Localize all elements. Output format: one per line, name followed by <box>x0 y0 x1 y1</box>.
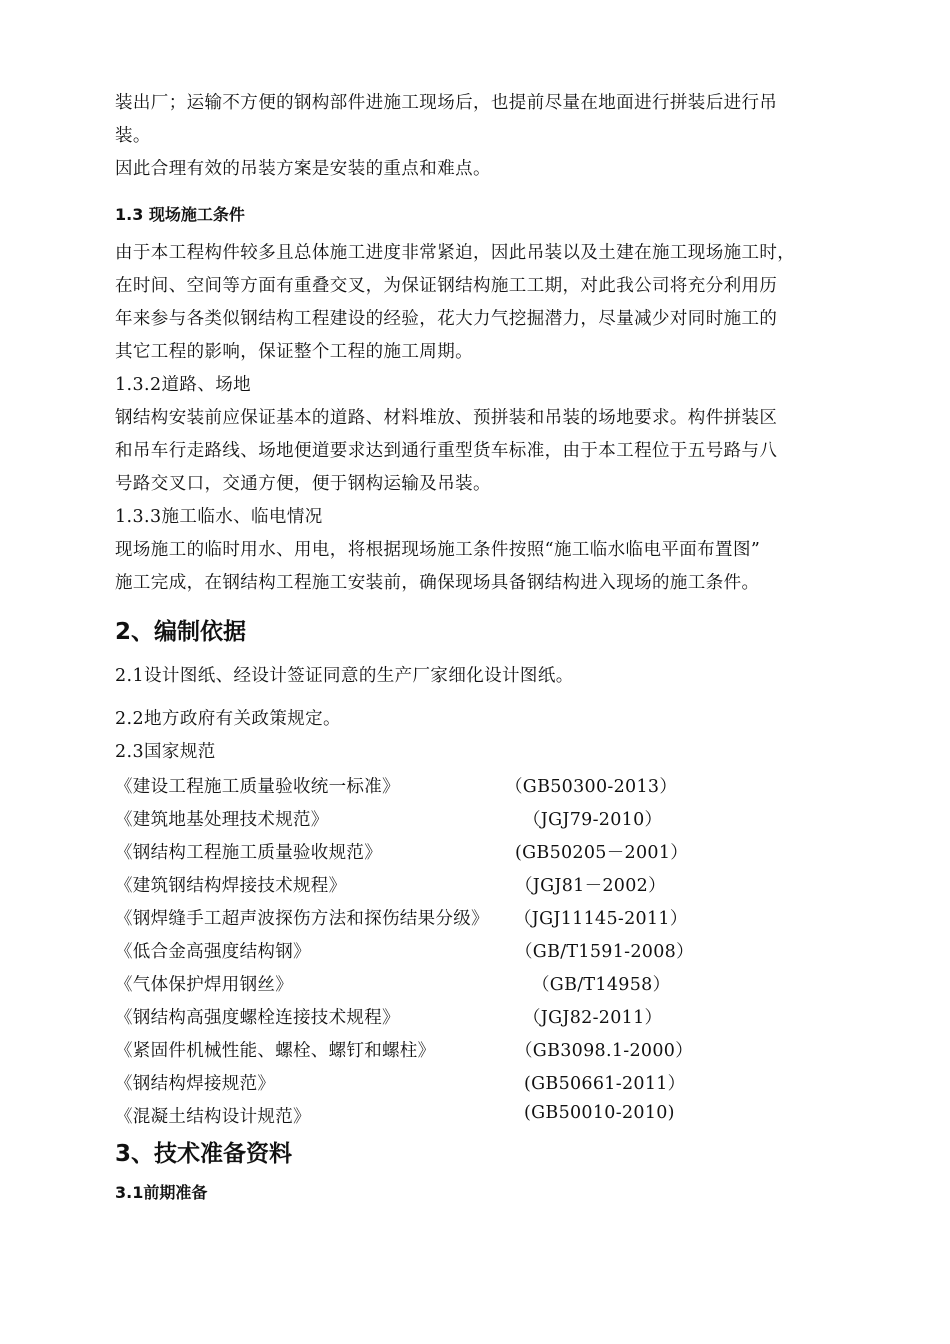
standard-code: （JGJ81－2002） <box>515 876 666 896</box>
standard-title: 《紧固件机械性能、螺栓、螺钉和螺柱》 <box>115 1041 436 1061</box>
section-1-3-para-line-3: 年来参与各类似钢结构工程建设的经验，花大力气挖掘潜力，尽量减少对同时施工的 <box>115 309 778 329</box>
section-1-3-2-line-1: 钢结构安装前应保证基本的道路、材料堆放、预拼装和吊装的场地要求。构件拼装区 <box>115 408 778 428</box>
standard-title: 《混凝土结构设计规范》 <box>115 1107 311 1127</box>
standard-title: 《低合金高强度结构钢》 <box>115 942 311 962</box>
standard-code: （GB/T1591-2008） <box>515 942 694 962</box>
standard-code: (GB50010-2010) <box>524 1103 675 1123</box>
section-1-3-para-line-1: 由于本工程构件较多且总体施工进度非常紧迫，因此吊装以及土建在施工现场施工时， <box>115 243 796 263</box>
section-3-heading: 3、技术准备资料 <box>115 1141 293 1167</box>
intro-line-2: 装。 <box>115 126 151 146</box>
standard-code: （GB/T14958） <box>532 975 671 995</box>
intro-line-1: 装出厂；运输不方便的钢构部件进施工现场后，也提前尽量在地面进行拼装后进行吊 <box>115 93 778 113</box>
section-3-1-heading: 3.1前期准备 <box>115 1183 208 1202</box>
section-1-3-2-line-2: 和吊车行走路线、场地便道要求达到通行重型货车标准，由于本工程位于五号路与八 <box>115 441 778 461</box>
standard-title: 《钢结构工程施工质量验收规范》 <box>115 843 382 863</box>
item-2-3: 2.3国家规范 <box>115 742 216 762</box>
standard-code: (GB50661-2011） <box>524 1074 686 1094</box>
item-2-2: 2.2地方政府有关政策规定。 <box>115 709 341 729</box>
item-2-1: 2.1设计图纸、经设计签证同意的生产厂家细化设计图纸。 <box>115 666 574 686</box>
standard-title: 《建筑地基处理技术规范》 <box>115 810 329 830</box>
section-1-3-para-line-2: 在时间、空间等方面有重叠交叉，为保证钢结构施工工期，对此我公司将充分利用历 <box>115 276 778 296</box>
section-1-3-3-line-1: 现场施工的临时用水、用电，将根据现场施工条件按照“施工临水临电平面布置图” <box>115 540 761 560</box>
section-1-3-3-line-2: 施工完成，在钢结构工程施工安装前，确保现场具备钢结构进入现场的施工条件。 <box>115 573 760 593</box>
standard-title: 《钢结构焊接规范》 <box>115 1074 276 1094</box>
section-2-heading: 2、编制依据 <box>115 619 247 645</box>
standard-title: 《钢结构高强度螺栓连接技术规程》 <box>115 1008 400 1028</box>
intro-line-3: 因此合理有效的吊装方案是安装的重点和难点。 <box>115 159 491 179</box>
standard-code: (GB50205－2001） <box>515 843 689 863</box>
standard-code: （JGJ79-2010） <box>523 810 663 830</box>
standard-title: 《气体保护焊用钢丝》 <box>115 975 293 995</box>
standard-title: 《建筑钢结构焊接技术规程》 <box>115 876 347 896</box>
standard-code: （JGJ11145-2011） <box>514 909 688 929</box>
standard-title: 《钢焊缝手工超声波探伤方法和探伤结果分级》 <box>115 909 489 929</box>
standard-code: （JGJ82-2011） <box>523 1008 663 1028</box>
section-1-3-2-line-3: 号路交叉口，交通方便，便于钢构运输及吊装。 <box>115 474 491 494</box>
standard-code: （GB50300-2013） <box>505 777 678 797</box>
standard-title: 《建设工程施工质量验收统一标准》 <box>115 777 400 797</box>
section-1-3-heading: 1.3 现场施工条件 <box>115 205 245 224</box>
standard-code: （GB3098.1-2000） <box>515 1041 694 1061</box>
section-1-3-para-line-4: 其它工程的影响，保证整个工程的施工周期。 <box>115 342 473 362</box>
section-1-3-2-heading: 1.3.2道路、场地 <box>115 375 252 395</box>
section-1-3-3-heading: 1.3.3施工临水、临电情况 <box>115 507 323 527</box>
